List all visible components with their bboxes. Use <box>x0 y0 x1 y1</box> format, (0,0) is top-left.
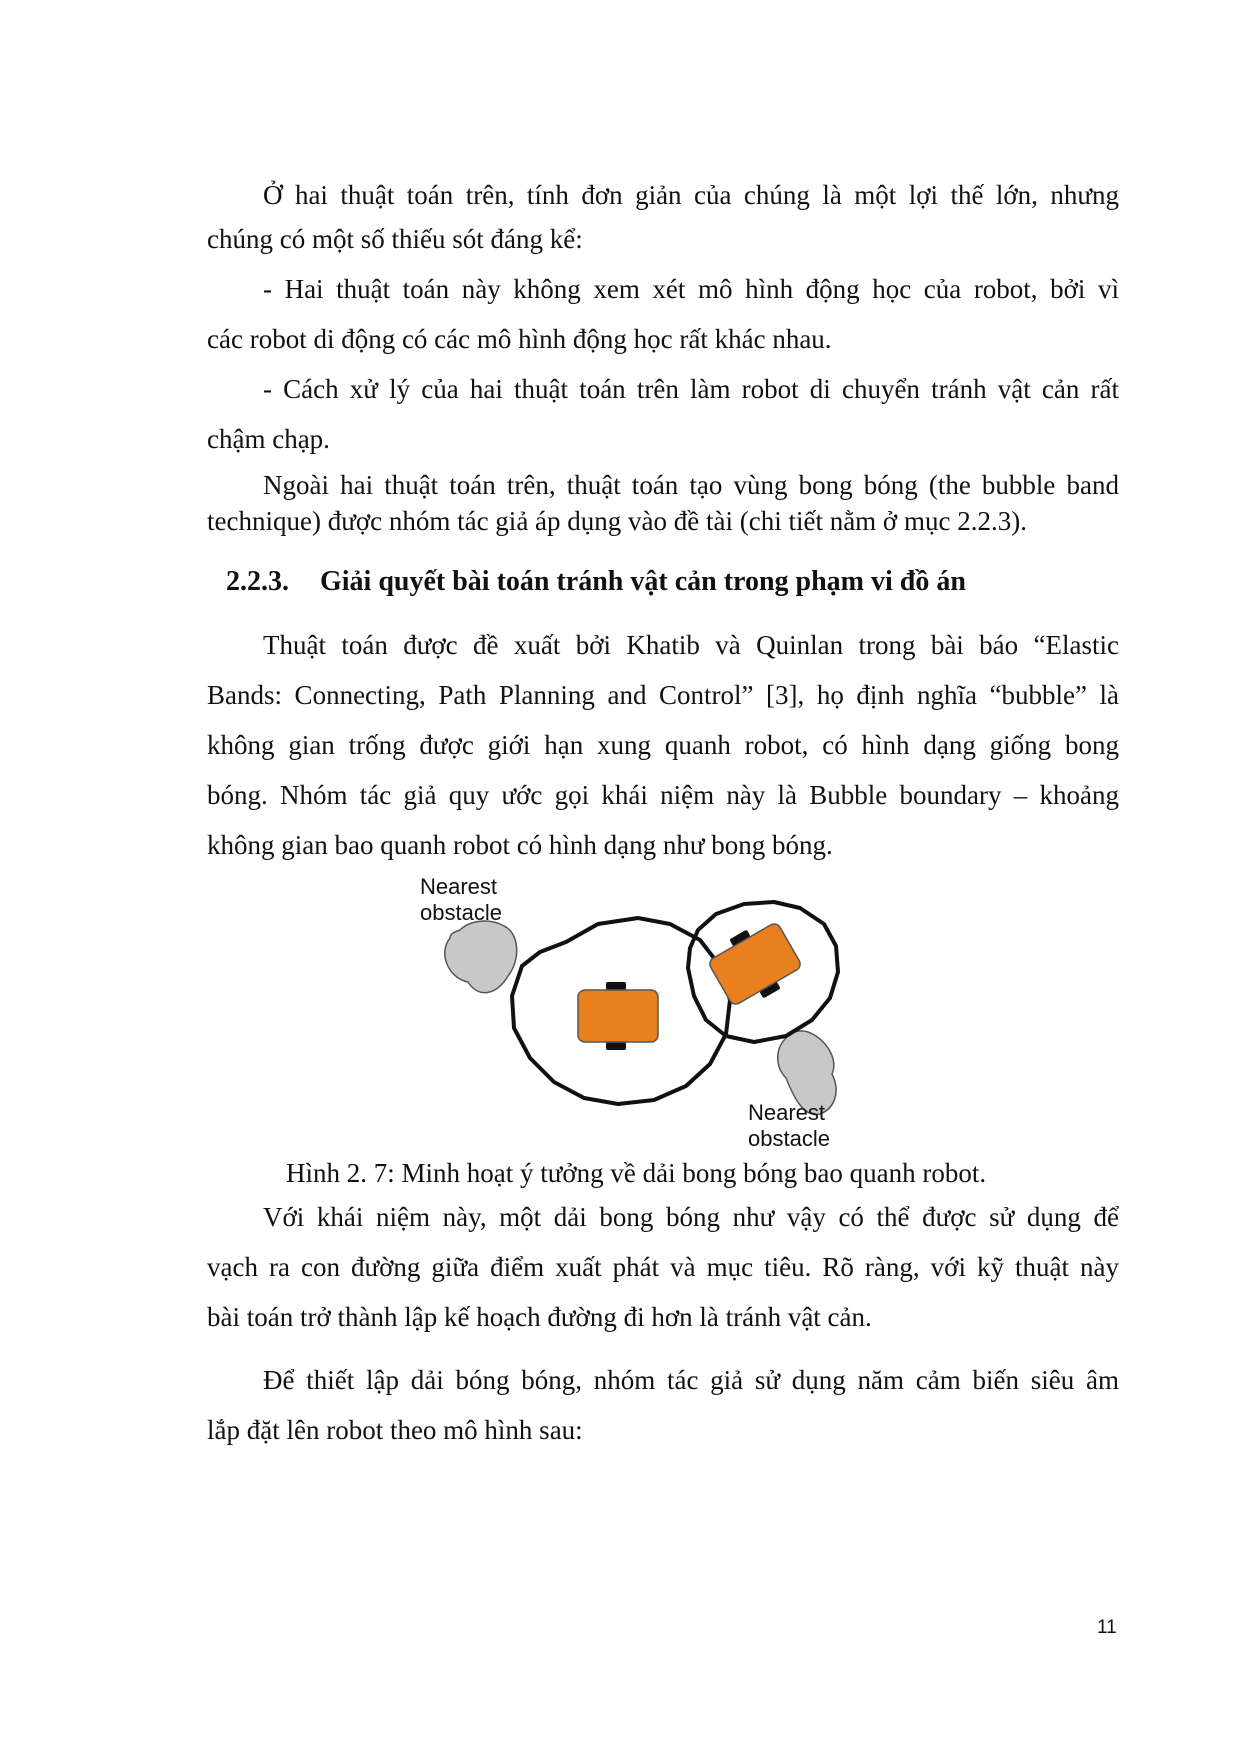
paragraph-5-line-5: không gian bao quanh robot có hình dạng như bong bóng. <box>207 830 833 860</box>
label-nearest-obstacle-2-line-1: Nearest <box>748 1100 826 1125</box>
section-number: 2.2.3. <box>226 566 289 597</box>
paragraph-5-line-2: Bands: Connecting, Path Planning and Control” [3], họ định nghĩa “bubble” là <box>207 680 1119 710</box>
section-title: Giải quyết bài toán tránh vật cản trong phạm vi đồ án <box>320 566 966 597</box>
paragraph-5-line-3: không gian trống được giới hạn xung quanh robot, có hình dạng giống bong <box>207 730 1119 760</box>
paragraph-1-line-2: chúng có một số thiếu sót đáng kể: <box>207 224 583 254</box>
label-nearest-obstacle-1-line-1: Nearest <box>420 874 498 899</box>
paragraph-5-line-1: Thuật toán được đề xuất bởi Khatib và Quinlan trong bài báo “Elastic <box>263 630 1119 660</box>
paragraph-3-line-2: chậm chạp. <box>207 424 330 454</box>
paragraph-6-line-2: vạch ra con đường giữa điểm xuất phát và mục tiêu. Rõ ràng, với kỹ thuật này <box>207 1252 1119 1282</box>
text-block-top <box>207 170 1119 546</box>
paragraph-5-line-4: bóng. Nhóm tác giả quy ước gọi khái niệm này là Bubble boundary – khoảng <box>207 780 1119 810</box>
section-heading <box>226 562 966 602</box>
text-block-bottom <box>207 1355 1119 1455</box>
robot-2 <box>703 915 806 1014</box>
paragraph-7-line-2: lắp đặt lên robot theo mô hình sau: <box>207 1415 583 1445</box>
paragraph-7-line-1: Để thiết lập dải bóng bóng, nhóm tác giả sử dụng năm cảm biến siêu âm <box>263 1365 1119 1395</box>
paragraph-3-line-1: - Cách xử lý của hai thuật toán trên làm robot di chuyển tránh vật cản rất <box>263 374 1119 404</box>
paragraph-2-line-2: các robot di động có các mô hình động học rất khác nhau. <box>207 324 832 354</box>
robot-1 <box>578 982 658 1050</box>
paragraph-2-line-1: - Hai thuật toán này không xem xét mô hình động học của robot, bởi vì <box>263 274 1119 304</box>
obstacle-shape-1 <box>445 921 517 993</box>
paragraph-6-line-1: Với khái niệm này, một dải bong bóng như vậy có thể được sử dụng để <box>263 1202 1119 1232</box>
text-block-lower <box>207 1192 1119 1342</box>
bubble-band-figure <box>408 868 928 1158</box>
text-block-middle <box>207 620 1119 870</box>
label-nearest-obstacle-1-line-2: obstacle <box>420 900 502 925</box>
page-number: 11 <box>1097 1617 1117 1638</box>
label-nearest-obstacle-2-line-2: obstacle <box>748 1126 830 1151</box>
paragraph-6-line-3: bài toán trở thành lập kế hoạch đường đi hơn là tránh vật cản. <box>207 1302 872 1332</box>
robot-1-body <box>578 990 658 1042</box>
robot-1-wheel-top <box>606 982 626 990</box>
paragraph-4-line-1: Ngoài hai thuật toán trên, thuật toán tạo vùng bong bóng (the bubble band <box>263 470 1119 500</box>
robot-1-wheel-bottom <box>606 1042 626 1050</box>
paragraph-1-line-1: Ở hai thuật toán trên, tính đơn giản của chúng là một lợi thế lớn, nhưng <box>263 180 1119 210</box>
robot-2-body <box>707 921 802 1006</box>
figure-caption: Hình 2. 7: Minh hoạt ý tưởng về dải bong bóng bao quanh robot. <box>286 1158 987 1188</box>
paragraph-4-line-2: technique) được nhóm tác giả áp dụng vào đề tài (chi tiết nằm ở mục 2.2.3). <box>207 506 1027 536</box>
